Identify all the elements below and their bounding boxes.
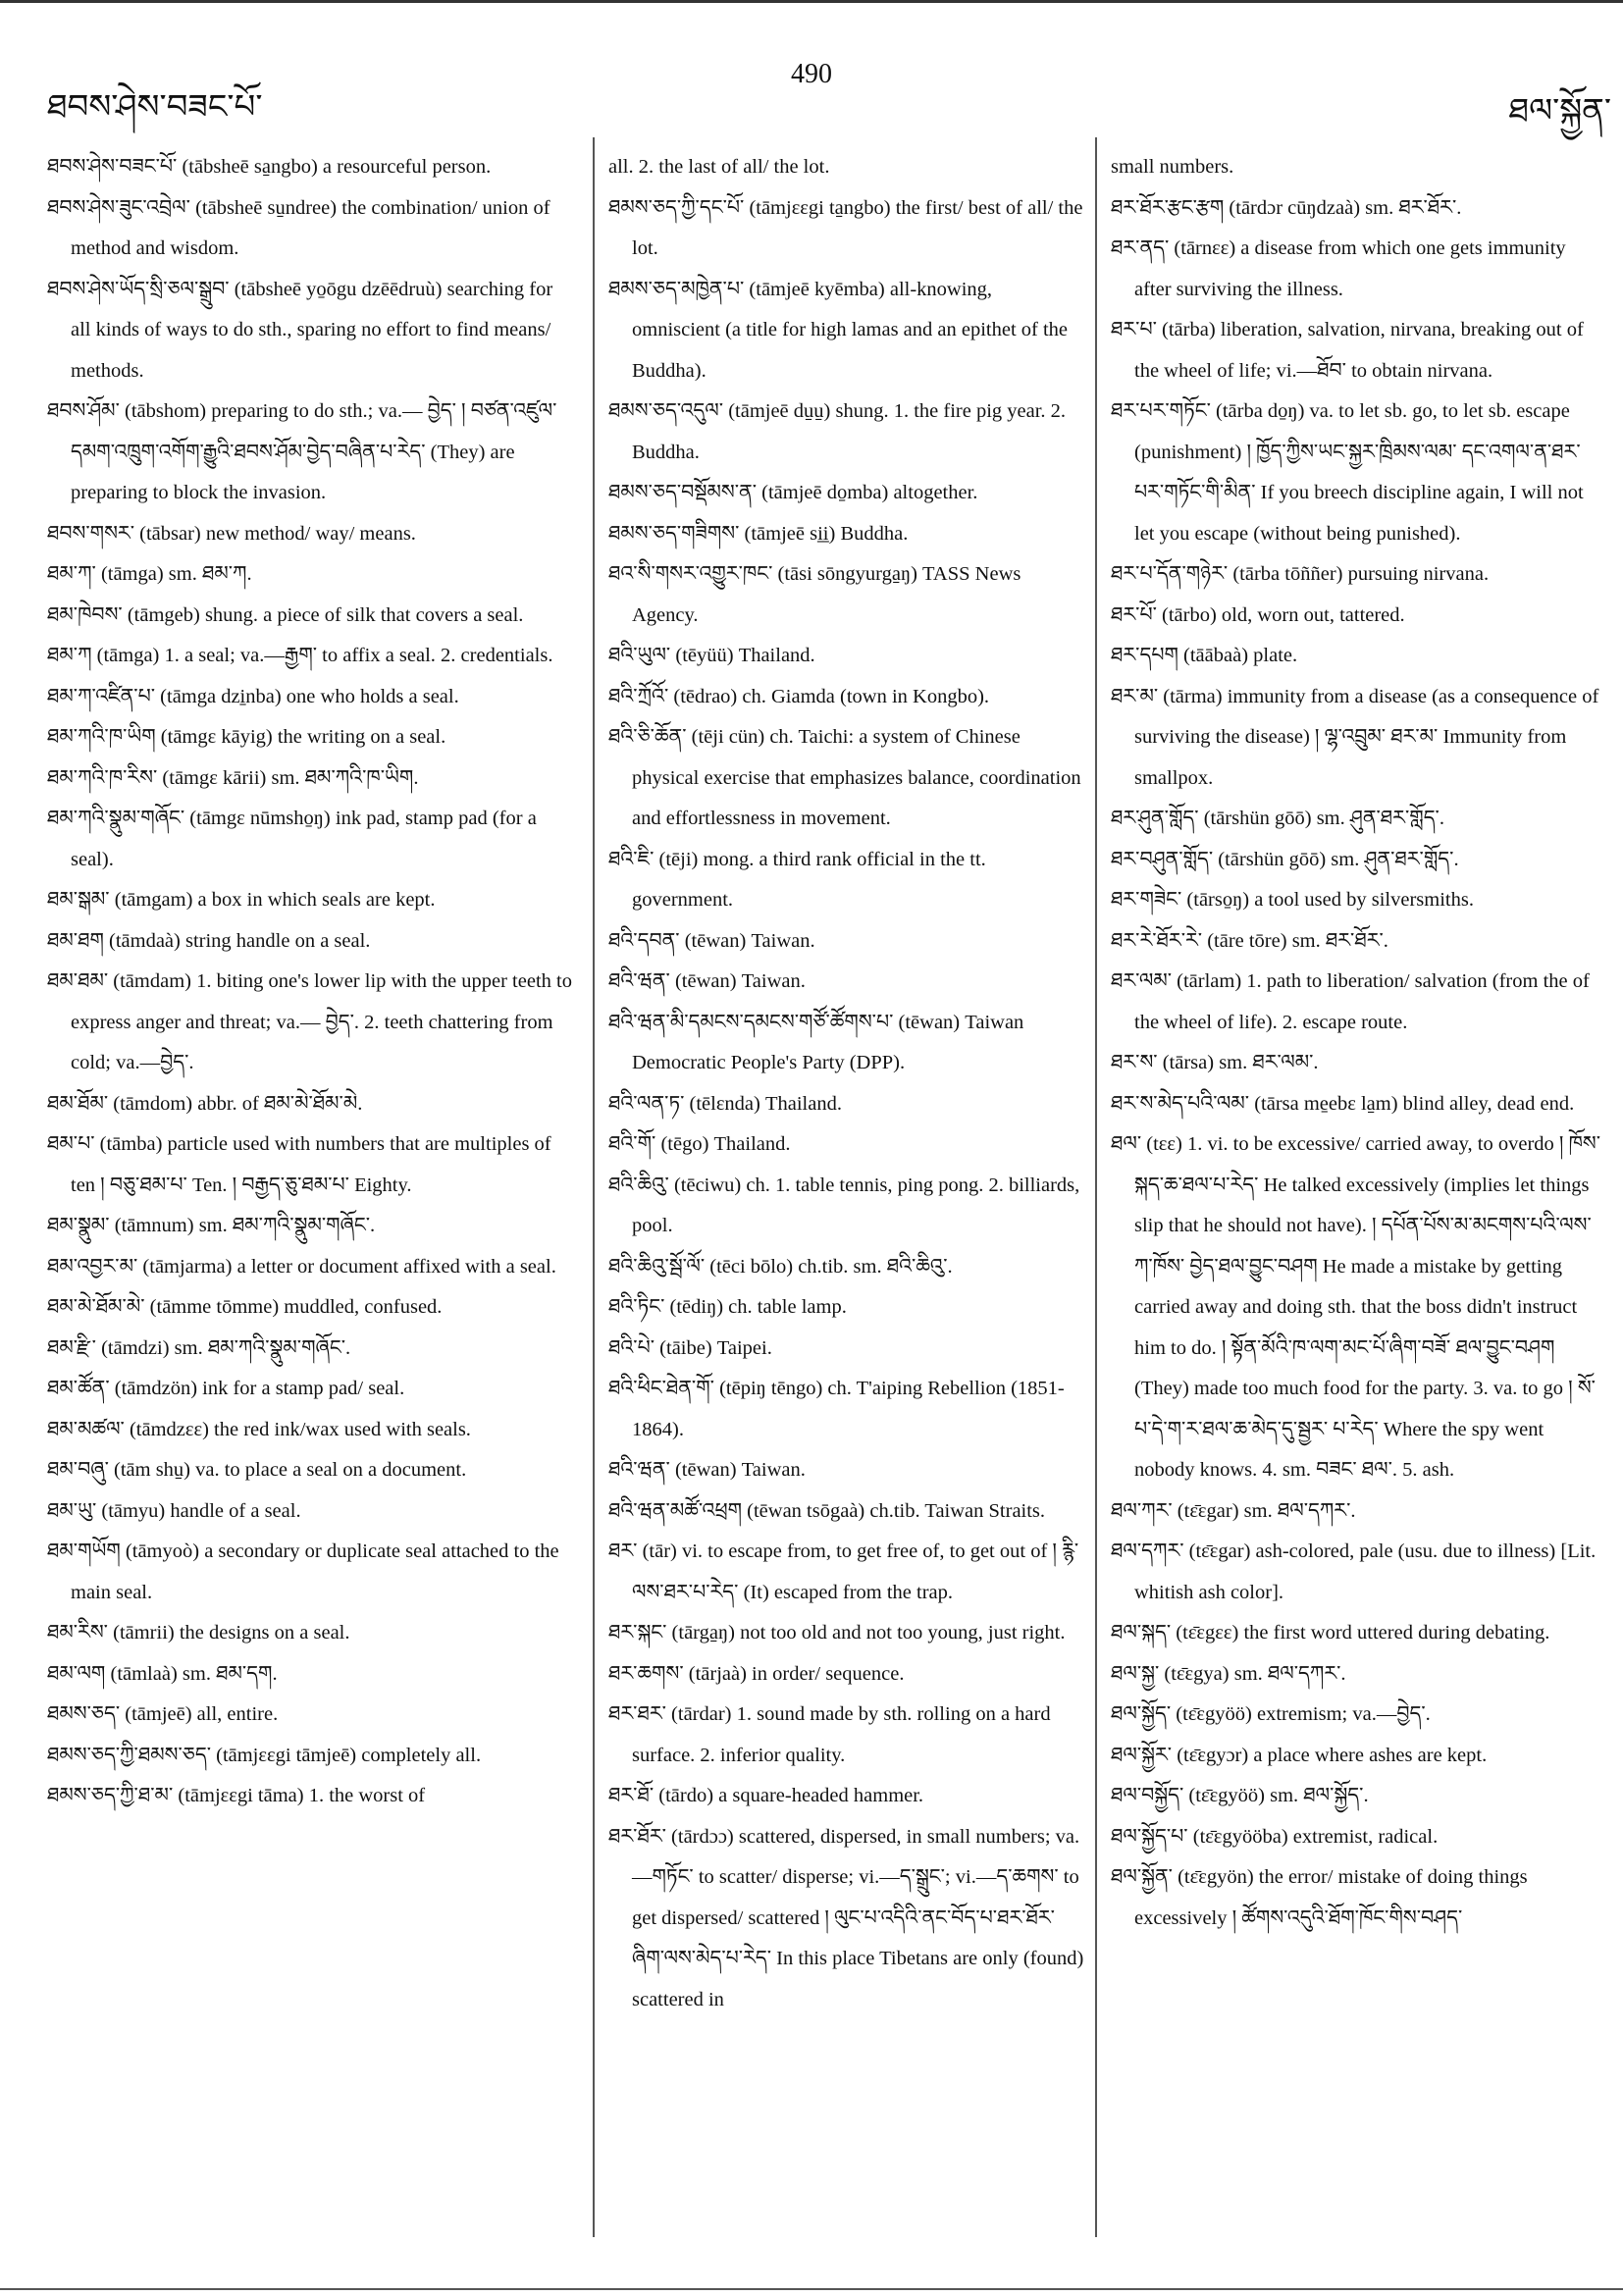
dictionary-entry: ཐའི་དབན་ (tēwan) Taiwan. — [608, 929, 815, 952]
dictionary-entry: ཐལ་ (tɛɛ) 1. vi. to be excessive/ carried away, to overdo ། ཁོས་སྐད་ཆ་ཐལ་པ་རེད་ He talked excessively (implies let things slip that he should not have). ། དཔོན་པོས་མ་མངགས་པའི་ལས་ཀ་ཁོས་ བྱེད་ཐལ་བྱུང་བཤག He made a mistake by getting carried away and doing sth. that the boss didn't instruct him to do. ། སྟོན་མོའི་ཁ་ལག་མང་པོ་ཞིག་བཟོ་ ཐལ་བྱུང་བཤག (They) made too much food for the party. 3. va. to go ། སོ་པ་དེ་ག་ར་ཐལ་ཆ་མེད་དུ་སྦྱར་ པ་རེད་ Where the spy went nobody knows. 4. sm. བཟང་ ཐལ་. 5. ash. — [1111, 1133, 1601, 1481]
dictionary-column-2 — [608, 147, 1085, 2020]
dictionary-entry: ཐམ་ཀ་ (tāmga) sm. ཐམ་ཀ. — [47, 563, 252, 585]
dictionary-entry: ཐམས་ཅད་འདུལ་ (tāmjeē du̱u̱) shung. 1. the fire pig year. 2. Buddha. — [608, 400, 1067, 463]
dictionary-entry: ཐམ་ཀ (tāmga) 1. a seal; va.—རྒྱག་ to affix a seal. 2. credentials. — [47, 645, 553, 666]
dictionary-entry: ཐམས་ཅད་ཀྱི་ཐམས་ཅད་ (tāmjɛɛgi tāmjeē) completely all. — [47, 1744, 482, 1766]
dictionary-entry: ཐར་པར་གཏོང་ (tārba do̱ŋ) va. to let sb. go, to let sb. escape (punishment) ། ཁྱོད་ཀྱིས་ཡང་སྐྱར་ཁྲིམས་ལམ་ དང་འགལ་ན་ཐར་པར་གཏོང་གི་མིན་ If you breech discipline again, I will not let you escape (without being punished). — [1111, 400, 1584, 545]
dictionary-entry: small numbers. — [1111, 156, 1234, 178]
dictionary-entry: ཐམ་ཚོན་ (tāmdzön) ink for a stamp pad/ seal. — [47, 1378, 405, 1399]
dictionary-entry: ཐམ་རིས་ (tāmrii) the designs on a seal. — [47, 1622, 350, 1644]
dictionary-entry: ཐར་པ་ (tārba) liberation, salvation, nirvana, breaking out of the wheel of life; vi.—ཐོབ་ to obtain nirvana. — [1111, 319, 1584, 382]
dictionary-entry: ཐམ་མཚལ་ (tāmdzɛɛ) the red ink/wax used with seals. — [47, 1418, 471, 1440]
dictionary-entry: ཐབས་ཤེས་ཟུང་འབྲེལ་ (tābsheē su̱ndree) the combination/ union of method and wisdom. — [47, 196, 550, 259]
dictionary-entry: ཐམ་ཐོམ་ (tāmdom) abbr. of ཐམ་མེ་ཐོམ་མེ. — [47, 1092, 363, 1115]
dictionary-entry: ཐལ་སྐྱ་ (tɛ̄ɛgya) sm. ཐལ་དཀར་. — [1111, 1662, 1346, 1685]
dictionary-entry: ཐལ་བསྐྱོད་ (tɛ̄ɛgyöö) sm. ཐལ་སྐྱོད་. — [1111, 1785, 1369, 1806]
dictionary-entry: ཐར་ས་ (tārsa) sm. ཐར་ལམ་. — [1111, 1052, 1319, 1073]
dictionary-entry: ཐའི་ཝན་མི་དམངས་དམངས་གཙོ་ཚོགས་པ་ (tēwan) Taiwan Democratic People's Party (DPP). — [608, 1011, 1024, 1073]
dictionary-entry: ཐམས་ཅད་མཁྱེན་པ་ (tāmjeē kyēmba) all-knowing, omniscient (a title for high lamas and an epithet of the Buddha). — [608, 278, 1069, 382]
dictionary-entry: ཐའ་སི་གསར་འགྱུར་ཁང་ (tāsi sōngyurga̱ŋ) TASS News Agency. — [608, 563, 1021, 626]
dictionary-entry: ཐམ་ཡུ་ (tāmyu) handle of a seal. — [47, 1499, 301, 1522]
dictionary-entry: ཐལ་ཀར་ (tɛ̄ɛgar) sm. ཐལ་དཀར་. — [1111, 1499, 1356, 1522]
dictionary-entry: ཐའི་ཆིའུ་ (tēciwu) ch. 1. table tennis, ping pong. 2. billiards, pool. — [608, 1174, 1080, 1236]
dictionary-entry: ཐལ་སྐྱོན་ (tɛ̄ɛgyön) the error/ mistake of doing things excessively ། ཚོགས་འདུའི་ཐོག་ཁོང་གིས་བཤད་ — [1111, 1866, 1528, 1929]
bottom-rule — [0, 2288, 1623, 2290]
dictionary-entry: ཐའི་ཇི་ (tēji) mong. a third rank official in the tt. government. — [608, 848, 986, 911]
dictionary-entry: ཐམ་ཁེབས་ (tāmgeb) shung. a piece of silk that covers a seal. — [47, 603, 524, 626]
dictionary-entry: ཐར་སྐང་ (tārga̱ŋ) not too old and not too young, just right. — [608, 1622, 1066, 1644]
dictionary-entry: ཐམས་ཅད་ཀྱི་དང་པོ་ (tāmjɛɛgi ta̱ngbo) the first/ best of all/ the lot. — [608, 196, 1083, 259]
dictionary-entry: ཐའི་ཅི་ཆོན་ (tēji cün) ch. Taichi: a system of Chinese physical exercise that emphasizes balance, coordination and effortlessness in movement. — [608, 726, 1081, 829]
dictionary-entry: ཐབས་ཤེས་ཡོད་སྲི་ཅལ་སྒྲུབ་ (tābsheē yo̱ōgu dzēēdruù) searching for all kinds of ways to do sth., sparing no effort to find means/ methods. — [47, 278, 553, 382]
dictionary-entry: ཐར་ཤུན་གློད་ (tārshün gōō) sm. ཤུན་ཐར་གློད་. — [1111, 808, 1444, 829]
dictionary-entry: ཐམ་སྣུམ་ (tāmnum) sm. ཐམ་ཀའི་སྣུམ་གཞོང་. — [47, 1215, 376, 1236]
dictionary-entry: ཐམ་གཡོག (tāmyoò) a secondary or duplicate seal attached to the main seal. — [47, 1540, 559, 1603]
dictionary-entry: ཐའི་གོ་ (tēgo) Thailand. — [608, 1133, 791, 1155]
dictionary-entry: ཐར་ལམ་ (tārlam) 1. path to liberation/ salvation (from the of the wheel of life). 2. escape route. — [1111, 970, 1590, 1033]
dictionary-entry: ཐའི་ཕིང་ཐེན་གོ་ (tēpiŋ tēngo) ch. T'aiping Rebellion (1851-1864). — [608, 1378, 1065, 1440]
dictionary-entry: ཐམ་ཐམ་ (tāmdam) 1. biting one's lower lip with the upper teeth to express anger and threat; va.— བྱེད་. 2. teeth chattering from cold; va.—བྱེད་. — [47, 970, 572, 1073]
dictionary-entry: ཐར་རེ་ཐོར་རེ་ (tāre tōre) sm. ཐར་ཐོར་. — [1111, 929, 1388, 952]
dictionary-column-3 — [1111, 147, 1601, 1939]
dictionary-entry: ཐའི་ཀྲོའོ་ (tēdrao) ch. Giamda (town in Kongbo). — [608, 685, 990, 707]
dictionary-entry: ཐལ་དཀར་ (tɛ̄ɛgar) ash-colored, pale (usu. due to illness) [Lit. whitish ash color]. — [1111, 1540, 1597, 1603]
right-running-head: ཐལ་སྐྱོན་ — [1508, 93, 1611, 130]
dictionary-entry: ཐའི་ཝན་ (tēwan) Taiwan. — [608, 1459, 806, 1481]
dictionary-entry: ཐར་མ་ (tārma) immunity from a disease (as a consequence of surviving the disease) ། ལྷ་འབྲུམ་ ཐར་མ་ Immunity from smallpox. — [1111, 685, 1599, 789]
dictionary-entry: ཐམ་ཐག (tāmdaà) string handle on a seal. — [47, 929, 371, 952]
dictionary-entry: ཐམས་ཅད་ (tāmjeē) all, entire. — [47, 1703, 279, 1725]
dictionary-entry: ཐམ་ཀ་འཛིན་པ་ (tāmga dzi̱nba) one who holds a seal. — [47, 685, 459, 707]
dictionary-entry: ཐའི་ཏིང་ (tēdiŋ) ch. table lamp. — [608, 1296, 847, 1318]
dictionary-entry: ཐམ་འབྱར་མ་ (tāmjarma) a letter or document affixed with a seal. — [47, 1255, 556, 1278]
dictionary-entry: ཐམ་ལག (tāmlaà) sm. ཐམ་དག. — [47, 1662, 278, 1685]
dictionary-entry: ཐར་ས་མེད་པའི་ལམ་ (tārsa me̱ebɛ la̱m) blind alley, dead end. — [1111, 1092, 1575, 1115]
dictionary-entry: ཐམ་ཀའི་ཁ་ཡིག (tāmgɛ kāyig) the writing on a seal. — [47, 726, 446, 748]
dictionary-entry: ཐར་དཔག (tāābaà) plate. — [1111, 645, 1298, 666]
dictionary-entry: ཐར་བཤུན་གློད་ (tārshün gōō) sm. ཤུན་ཐར་གློད་. — [1111, 848, 1459, 870]
column-divider — [1095, 137, 1097, 2237]
dictionary-entry: ཐར་གཟེང་ (tārso̱ŋ) a tool used by silversmiths. — [1111, 889, 1474, 911]
dictionary-entry: ཐར་ནད་ (tārnɛɛ) a disease from which one gets immunity after surviving the illness. — [1111, 237, 1566, 300]
dictionary-entry: ཐའི་ཝན་ (tēwan) Taiwan. — [608, 970, 806, 992]
dictionary-entry: ཐའི་ཡུལ་ (tēyüü) Thailand. — [608, 645, 815, 666]
top-rule — [0, 0, 1623, 3]
dictionary-entry: ཐམས་ཅད་བསྡོམས་ན་ (tāmjeē do̱mba) altogether. — [608, 482, 978, 503]
dictionary-entry: ཐམ་སྒམ་ (tāmgam) a box in which seals are kept. — [47, 889, 436, 911]
page-number: 490 — [791, 59, 832, 89]
dictionary-column-1 — [47, 147, 577, 1817]
column-divider — [593, 137, 595, 2237]
dictionary-entry: ཐར་ཐར་ (tārdar) 1. sound made by sth. rolling on a hard surface. 2. inferior quality. — [608, 1703, 1051, 1766]
dictionary-entry: ཐམ་ཀའི་ཁ་རིས་ (tāmgɛ kārii) sm. ཐམ་ཀའི་ཁ་ཡིག. — [47, 766, 419, 789]
dictionary-entry: ཐམ་རྫི་ (tāmdzi) sm. ཐམ་ཀའི་སྣུམ་གཞོང་. — [47, 1336, 351, 1359]
dictionary-entry: ཐམས་ཅད་ཀྱི་ཐ་མ་ (tāmjɛɛgi tāma) 1. the worst of — [47, 1785, 426, 1806]
dictionary-entry: ཐར་ཐོར་ (tārdɔɔ) scattered, dispersed, in small numbers; va.—གཏོང་ to scatter/ disperse; vi.—ད་སྒྲུང་; vi.—ད་ཆགས་ to get dispersed/ scattered ། ལུང་པ་འདིའི་ནང་བོད་པ་ཐར་ཐོར་ཞིག་ལས་མེད་པ་རེད་ In this place Tibetans are only (found) scattered in — [608, 1825, 1084, 2010]
dictionary-entry: ཐའི་ཆིའུ་སྦོ་ལོ་ (tēci bōlo) ch.tib. sm. ཐའི་ཆིའུ་. — [608, 1255, 953, 1278]
dictionary-entry: ཐལ་སྐད་ (tɛ̄ɛgɛɛ) the first word uttered during debating. — [1111, 1622, 1550, 1644]
dictionary-entry: ཐམས་ཅད་གཟིགས་ (tāmjeē si̱i̱) Buddha. — [608, 522, 909, 545]
dictionary-entry: ཐབས་ཤོམ་ (tābshom) preparing to do sth.; va.— བྱེད་ ། བཙན་འཛུལ་དམག་འཁྲུག་འགོག་རྒྱུའི་ཐབས་ཤོམ་བྱེད་བཞིན་པ་རེད་ (They) are preparing to block the invasion. — [47, 400, 557, 503]
left-running-head: ཐབས་ཤེས་བཟང་པོ་ — [47, 89, 263, 126]
dictionary-entry: ཐམ་མེ་ཐོམ་མེ་ (tāmme tōmme) muddled, confused. — [47, 1296, 443, 1318]
dictionary-entry: ཐར་པོ་ (tārbo) old, worn out, tattered. — [1111, 603, 1405, 626]
dictionary-entry: ཐམ་པ་ (tāmba) particle used with numbers that are multiples of ten ། བཅུ་ཐམ་པ་ Ten. ། བརྒྱད་ཅུ་ཐམ་པ་ Eighty. — [47, 1133, 551, 1196]
dictionary-entry: ཐམ་ཀའི་སྣུམ་གཞོང་ (tāmgɛ nūmsho̱ŋ) ink pad, stamp pad (for a seal). — [47, 808, 537, 870]
dictionary-entry: ཐར་ཐོར་རྩང་རྩག (tārdɔr cūŋdzaà) sm. ཐར་ཐོར་. — [1111, 196, 1462, 219]
dictionary-entry: ཐའི་པེ་ (tāibe) Taipei. — [608, 1336, 772, 1359]
dictionary-entry: ཐབས་ཤེས་བཟང་པོ་ (tābsheē sa̱ngbo) a resourceful person. — [47, 156, 492, 178]
dictionary-entry: ཐལ་སྐྱོད་ (tɛ̄ɛgyöö) extremism; va.—བྱེད་. — [1111, 1703, 1431, 1725]
dictionary-entry: ཐབས་གསར་ (tābsar) new method/ way/ means. — [47, 522, 416, 545]
dictionary-entry: all. 2. the last of all/ the lot. — [608, 156, 830, 178]
dictionary-entry: ཐར་ཐོ་ (tārdo) a square-headed hammer. — [608, 1785, 924, 1806]
dictionary-entry: ཐམ་བཞུ་ (tām shu̱) va. to place a seal on a document. — [47, 1459, 467, 1481]
dictionary-entry: ཐའི་ལན་ཏ་ (tēlɛnda) Thailand. — [608, 1092, 842, 1115]
dictionary-entry: ཐལ་སྐྱོར་ (tɛ̄ɛgyɔr) a place where ashes are kept. — [1111, 1744, 1488, 1766]
dictionary-entry: ཐའི་ཝན་མཚོ་འཕྲག (tēwan tsōgaà) ch.tib. Taiwan Straits. — [608, 1499, 1046, 1522]
dictionary-entry: ཐལ་སྐྱོད་པ་ (tɛ̄ɛgyööba) extremist, radical. — [1111, 1825, 1439, 1848]
dictionary-entry: ཐར་ཆགས་ (tārjaà) in order/ sequence. — [608, 1662, 905, 1685]
dictionary-entry: ཐར་པ་དོན་གཉེར་ (tārba tōññer) pursuing nirvana. — [1111, 563, 1490, 585]
dictionary-entry: ཐར་ (tār) vi. to escape from, to get free of, to get out of ། རྙི་ལས་ཐར་པ་རེད་ (It) escaped from the trap. — [608, 1540, 1079, 1603]
